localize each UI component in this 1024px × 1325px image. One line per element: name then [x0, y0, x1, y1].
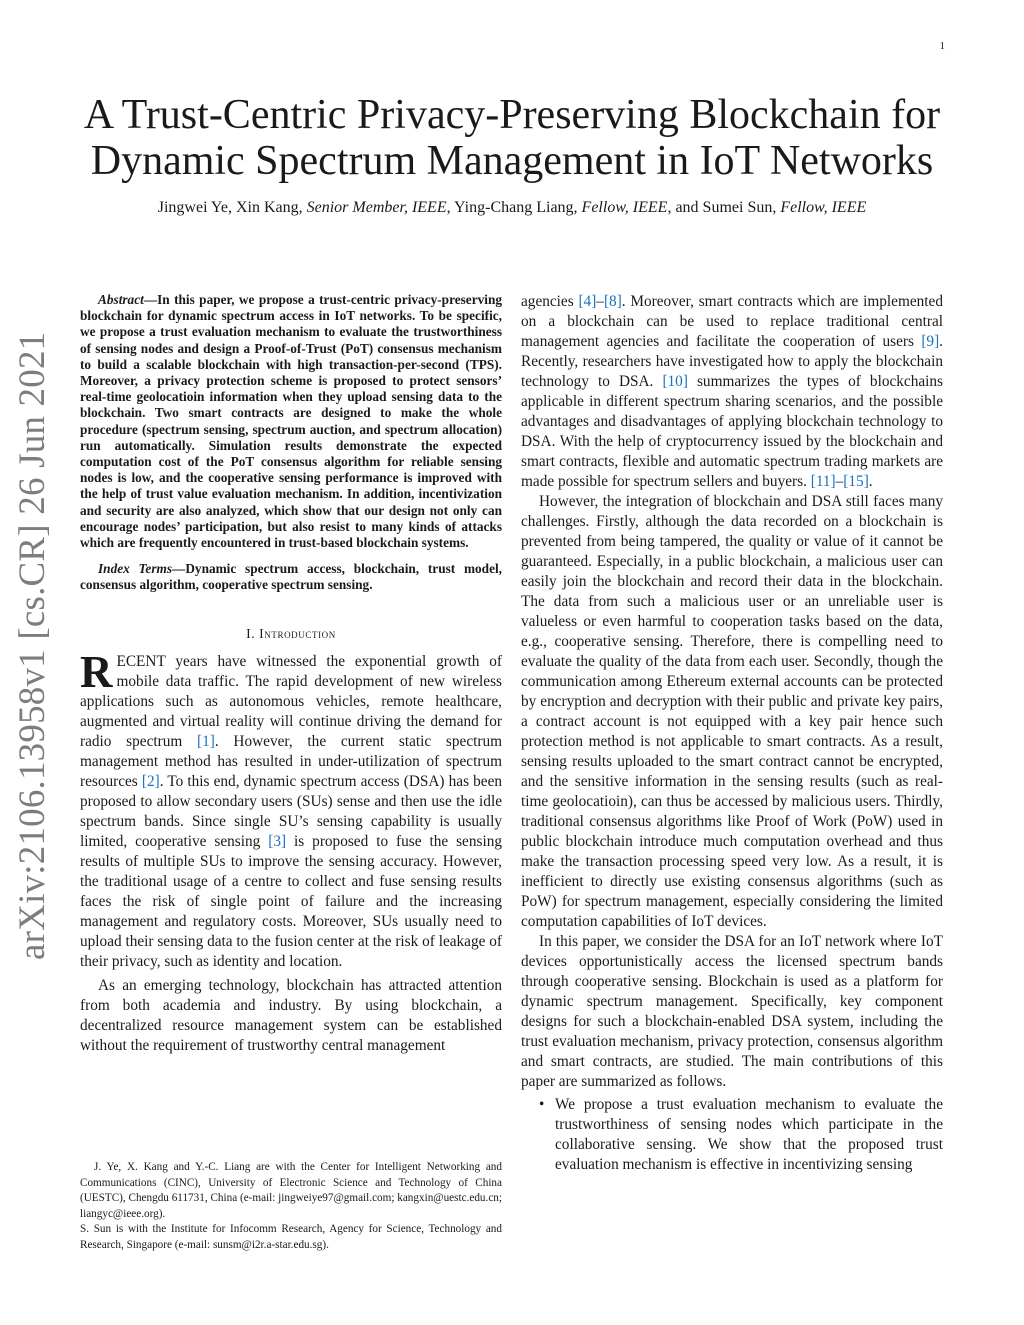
intro-text: –: [835, 473, 844, 490]
arxiv-identifier: arXiv:2106.13958v1 [cs.CR] 26 Jun 2021: [12, 331, 53, 960]
intro-text: is proposed to fuse the sensing results of multiple SUs to improve the sensing accuracy. However, the traditional usage of a centre to collect and fuse sensing results faces the risk of single point of failure and the increasing management and regulatory costs. Moreover, SUs usually need to upload their sensing data to the fusion center at the risk of leakage of their privacy, such as identity and location.: [80, 832, 502, 970]
author-1-role: Senior Member, IEEE: [306, 199, 447, 216]
author-3: , and Sumei Sun,: [667, 199, 781, 216]
citation-link[interactable]: [4]: [578, 293, 597, 310]
citation-link[interactable]: [10]: [662, 373, 688, 390]
left-column: [80, 292, 502, 1056]
title-line-2: Dynamic Spectrum Management in IoT Networks: [90, 138, 934, 184]
intro-paragraph-4: However, the integration of blockchain and DSA still faces many challenges. Firstly, although the data recorded on a blockchain is prevented from being tampered, the quality or value of it cannot be guaranteed. Especially, in a public blockchain, a malicious user can easily join the blockchain and record their data in the blockchain. The data from such a malicious user or an unreliable user is valueless or even harmful to cooperation tasks based on the data, e.g., cooperative sensing. Therefore, there is compelling need to evaluate the quality of the data from each user. Secondly, though the communication among Ethereum external accounts can be protected by encryption and decryption with their public and private key pairs, a contract account is not equipped with a key pair hence such protection method is not applicable to smart contracts. As a result, sensing results uploaded to the smart contract cannot be encrypted, and the sensitive information in the sensing results (such as real-time geolocatioin), can thus be accessed by malicious users. Thirdly, traditional consensus algorithms like Proof of Work (PoW) used in public blockchain introduce much computation overhead and thus make the transaction processing speed very low. As a result, it is inefficient to directly use existing consensus algorithms (such as PoW) for spectrum management, especially considering the limited computation capabilities of IoT devices.: [521, 493, 943, 930]
title-line-1: A Trust-Centric Privacy-Preserving Blockchain for: [83, 92, 941, 138]
footnote-affiliation-1: J. Ye, X. Kang and Y.-C. Liang are with the Center for Intelligent Networking and Communications (CINC), University of Electronic Science and Technology of China (UESTC), Chengdu 611731, China (e-mail: jingweiye97@gmail.com; kangxin@uestc.edu.cn; liangyc@ieee.org).: [80, 1161, 502, 1220]
section-heading-introduction: [80, 626, 502, 642]
author-3-role: Fellow, IEEE: [780, 199, 867, 216]
index-terms: [80, 561, 502, 593]
citation-link[interactable]: [3]: [268, 832, 287, 850]
contribution-1: We propose a trust evaluation mechanism to evaluate the trustworthiness of sensing nodes which participate in the collaborative sensing. We show that the proposed trust evaluation mechanism is effective in incentivizing sensing: [555, 1096, 943, 1173]
citation-link[interactable]: [11]: [810, 473, 836, 490]
citation-link[interactable]: [9]: [921, 333, 940, 350]
citation-link[interactable]: [8]: [603, 293, 622, 310]
footnote-affiliation-2: S. Sun is with the Institute for Infocomm Research, Agency for Science, Technology and Research, Singapore (e-mail: sunsm@i2r.a-star.edu.sg).: [80, 1223, 502, 1251]
intro-text: . To this end, dynamic spectrum access (DSA) has been proposed to allow secondary users (SUs) sense and then use the idle spectrum bands. Since single SU’s sensing capability is usually limited, cooperative sensing: [80, 772, 503, 850]
intro-text: . Moreover, smart contracts which are implemented on a blockchain can be used to replace traditional central management agencies and facilitate the cooperation of users: [521, 293, 943, 350]
intro-paragraph-3: [521, 292, 943, 492]
drop-cap: R: [80, 646, 113, 697]
section-title: Introduction: [259, 625, 336, 641]
citation-link[interactable]: [2]: [141, 772, 160, 790]
intro-text: ECENT years have witnessed the exponential growth of mobile data traffic. The rapid development of new wireless applications such as autonomous vehicles, remote healthcare, augmented and virtual reality will continue driving the demand for radio spectrum: [80, 652, 502, 750]
page-number: 1: [939, 40, 945, 52]
intro-text: agencies: [521, 293, 579, 310]
intro-text: –: [596, 293, 604, 310]
list-item: [521, 1095, 943, 1175]
footnote: [80, 1160, 502, 1253]
abstract-label: Abstract: [98, 292, 144, 307]
abstract: [80, 292, 502, 551]
section-number: I.: [246, 625, 260, 641]
author-list: [60, 198, 964, 218]
intro-text: . Recently, researchers have investigated how to apply the blockchain technology to DSA.: [521, 333, 943, 390]
intro-paragraph-5: In this paper, we consider the DSA for an IoT network where IoT devices opportunistically access the licensed spectrum bands through cooperative sensing. Blockchain is used as a platform for dynamic spectrum management. Specifically, key component designs for such a blockchain-enabled DSA system, including the trust evaluation mechanism, privacy protection, consensus algorithm and smart contracts, are studied. The main contributions of this paper are summarized as follows.: [521, 933, 943, 1090]
citation-link[interactable]: [1]: [197, 732, 215, 750]
abstract-text: —In this paper, we propose a trust-centric privacy-preserving blockchain for dynamic spectrum access in IoT networks. To be specific, we propose a trust evaluation mechanism to evaluate the trustworthiness of sensing nodes and design a Proof-of-Trust (PoT) consensus mechanism to build a scalable blockchain with high transaction-per-second (TPS). Moreover, a privacy protection scheme is proposed to protect sensors’ real-time geolocatioin information when they upload sensing data to the blockchain. Two smart contracts are designed to make the whole procedure (spectrum sensing, spectrum auction, and spectrum allocation) run automatically. Simulation results demonstrate the expected computation cost of the PoT consensus algorithm for reliable sensing nodes is low, and the cooperative sensing performance is improved with the help of trust value evaluation mechanism. In addition, incentivization and security are also analyzed, which show that our design not only can encourage nodes’ participation, but also resist to many kinds of attacks which are frequently encountered in trust-based blockchain systems.: [80, 292, 502, 551]
intro-text: . However, the current static spectrum management method has resulted in under-utilization of spectrum resources: [80, 732, 503, 790]
contributions-list: [521, 1095, 943, 1175]
intro-text: summarizes the types of blockchains applicable in different spectrum sharing scenarios, and the possible advantages and disadvantages of applying blockchain technology to DSA. With the help of cryptocurrency issued by the blockchain and smart contracts, flexible and automatic spectrum trading markets are made possible for spectrum sellers and buyers.: [521, 373, 943, 490]
intro-paragraph-2: As an emerging technology, blockchain has attracted attention from both academia and industry. By using blockchain, a decentralized resource management system can be established without the requirement of trustworthy central management: [80, 976, 502, 1054]
index-terms-label: Index Terms: [98, 561, 173, 577]
paper-title: [60, 92, 964, 184]
citation-link[interactable]: [15]: [843, 473, 869, 490]
bullet-symbol: •: [539, 1096, 545, 1113]
index-terms-text: —Dynamic spectrum access, blockchain, trust model, consensus algorithm, cooperative spectrum sensing.: [80, 561, 502, 593]
intro-text: .: [868, 473, 873, 490]
right-column: [521, 292, 943, 1175]
intro-paragraph-1: [80, 646, 503, 972]
author-2-role: Fellow, IEEE: [581, 199, 668, 216]
author-1: Jingwei Ye, Xin Kang,: [157, 199, 307, 216]
author-2: , Ying-Chang Liang,: [446, 199, 582, 216]
